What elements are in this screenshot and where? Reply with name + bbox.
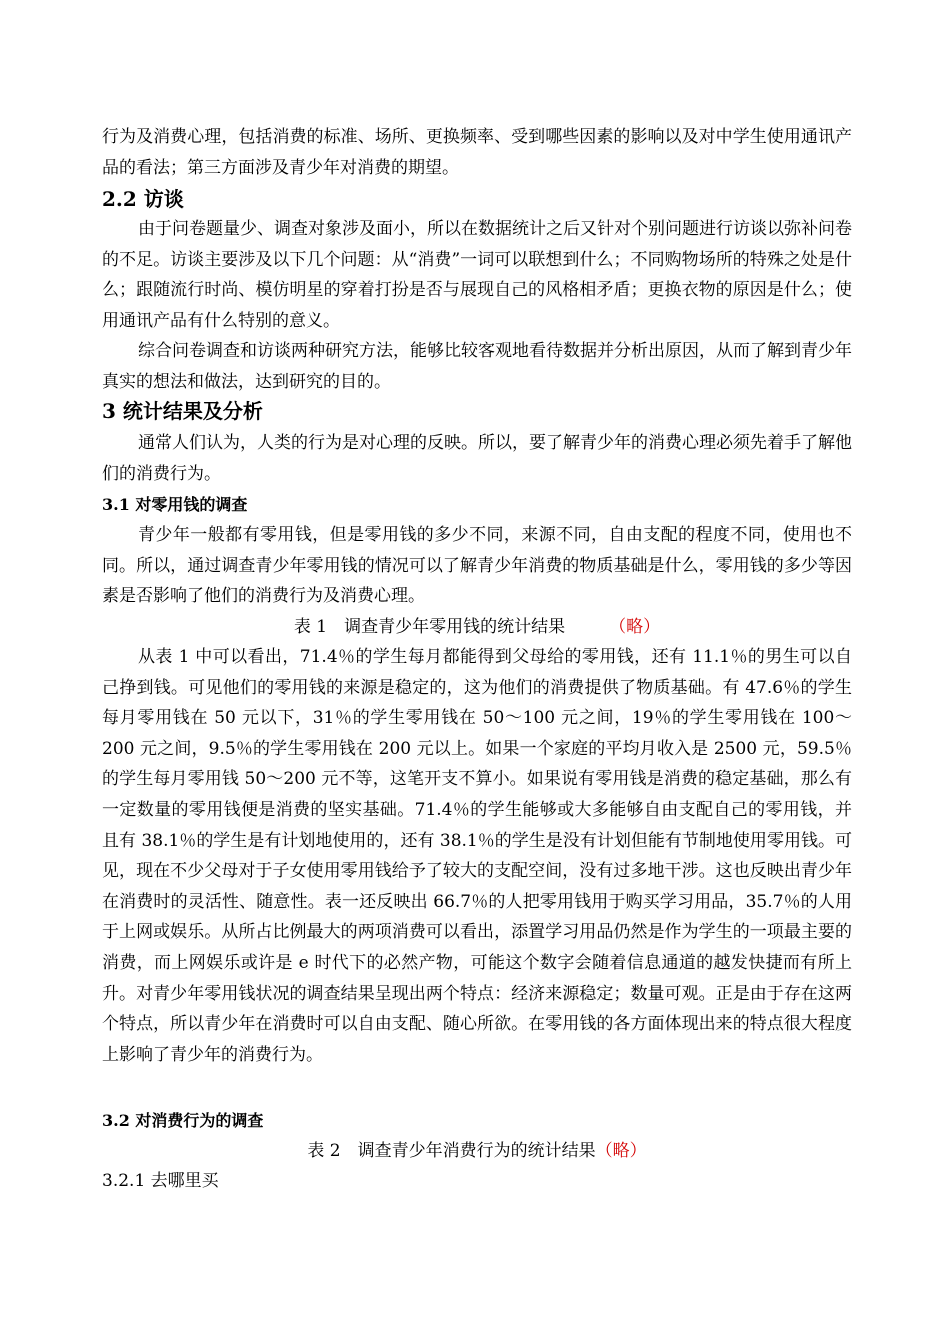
heading-2-2: [102, 184, 852, 214]
subsection-heading-where-to-buy: 3.2.1 去哪里买: [102, 1171, 219, 1191]
paragraph-table1-analysis: [102, 642, 852, 1070]
section-heading-consumption-behavior: 3.2 对消费行为的调查: [102, 1111, 264, 1130]
table2-caption: [102, 1136, 852, 1166]
table1-analysis-text: 从表 1 中可以看出，71.4％的学生每月都能得到父母给的零用钱，还有 11.1％的男生可以自己挣到钱。可见他们的零用钱的来源是稳定的，这为他们的消费提供了物质基础。有 47.6％的学生每月零用钱在 50 元以下，31％的学生零用钱在 50～100 元之间，19％的学生零用钱在 100～200 元之间，9.5％的学生零用钱在 200 元以上。如果一个家庭的平均月收入是 2500 元，59.5％的学生每月零用钱 50～200 元不等，这笔开支不算小。如果说有零用钱是消费的稳定基础，那么有一定数量的零用钱便是消费的坚实基础。71.4％的学生能够或大多能够自由支配自己的零用钱，并且有 38.1％的学生是有计划地使用的，还有 38.1％的学生是没有计划但能有节制地使用零用钱。可见，现在不少父母对于子女使用零用钱给予了较大的支配空间，没有过多地干涉。这也反映出青少年在消费时的灵活性、随意性。表一还反映出 66.7％的人把零用钱用于购买学习用品，35.7％的人用于上网或娱乐。从所占比例最大的两项消费可以看出，添置学习用品仍然是作为学生的一项最主要的消费，而上网娱乐或许是 e 时代下的必然产物，可能这个数字会随着信息通道的越发快捷而有所上升。对青少年零用钱状况的调查结果呈现出两个特点：经济来源稳定；数量可观。正是由于存在这两个特点，所以青少年在消费时可以自由支配、随心所欲。在零用钱的各方面体现出来的特点很大程度上影响了青少年的消费行为。: [102, 647, 852, 1065]
interview-text-1: 由于问卷题量少、调查对象涉及面小，所以在数据统计之后又针对个别问题进行访谈以弥补问卷的不足。访谈主要涉及以下几个问题：从“消费”一词可以联想到什么；不同购物场所的特殊之处是什么；跟随流行时尚、模仿明星的穿着打扮是否与展现自己的风格相矛盾；更换衣物的原因是什么；使用通讯产品有什么特别的意义。: [102, 219, 852, 331]
heading-3-1: [102, 490, 852, 520]
pocket-money-text: 青少年一般都有零用钱，但是零用钱的多少不同，来源不同，自由支配的程度不同，使用也不同。所以，通过调查青少年零用钱的情况可以了解青少年消费的物质基础是什么，零用钱的多少等因素是否影响了他们的消费行为及消费心理。: [102, 525, 852, 607]
table2-caption-text: 表 2 调查青少年消费行为的统计结果: [307, 1141, 596, 1161]
heading-3-2: [102, 1106, 852, 1136]
section-heading-pocket-money: 3.1 对零用钱的调查: [102, 495, 248, 514]
intro-text: 行为及消费心理，包括消费的标准、场所、更换频率、受到哪些因素的影响以及对中学生使用通讯产品的看法；第三方面涉及青少年对消费的期望。: [102, 127, 852, 178]
results-intro-text: 通常人们认为，人类的行为是对心理的反映。所以，要了解青少年的消费心理必须先着手了解他们的消费行为。: [102, 433, 852, 484]
interview-text-2: 综合问卷调查和访谈两种研究方法，能够比较客观地看待数据并分析出原因，从而了解到青少年真实的想法和做法，达到研究的目的。: [102, 341, 852, 392]
paragraph-interview: [102, 214, 852, 398]
heading-3: [102, 396, 852, 426]
heading-3-2-1: [102, 1166, 852, 1196]
table1-omitted-note: （略）: [609, 617, 661, 637]
table1-caption: [102, 612, 852, 642]
table2-omitted-note: （略）: [595, 1141, 647, 1161]
paragraph-3-1: [102, 520, 852, 612]
section-heading-results: 3 统计结果及分析: [102, 399, 263, 423]
section-heading-interview: 2.2 访谈: [102, 187, 184, 211]
table2-caption-row: [102, 1136, 852, 1166]
table1-caption-text: 表 1 调查青少年零用钱的统计结果: [293, 617, 566, 637]
paragraph-3: [102, 428, 852, 489]
table1-caption-row: [102, 612, 852, 642]
paragraph-intro: [102, 122, 852, 183]
